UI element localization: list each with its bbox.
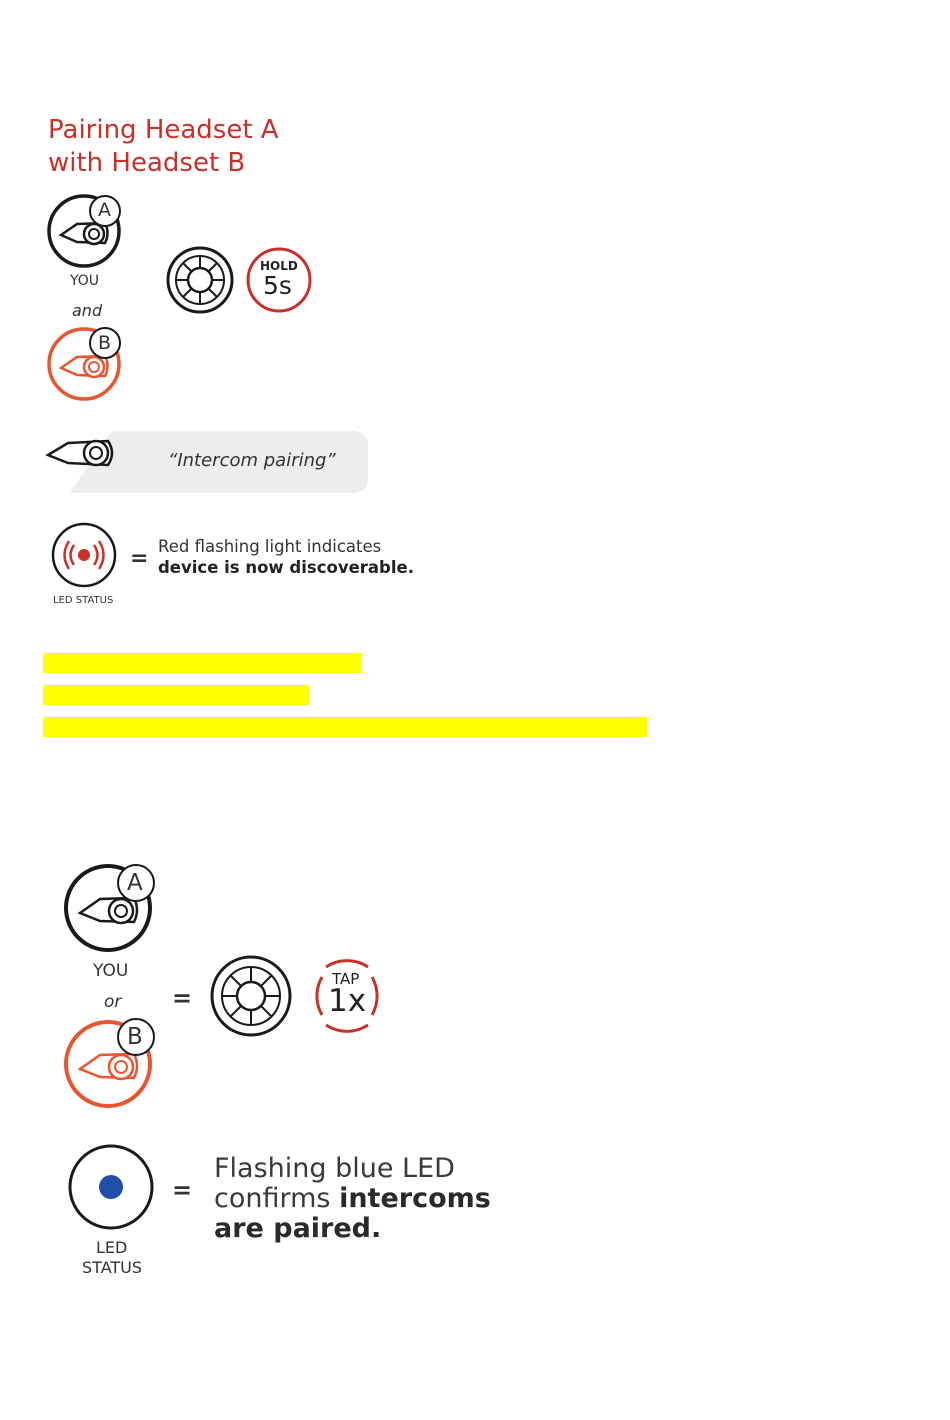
- hold-time: 5s: [263, 271, 292, 300]
- title-line-1: Pairing Headset A: [48, 115, 279, 145]
- section-title: [48, 114, 279, 180]
- led-description: [158, 536, 414, 578]
- badge-b-label: B: [127, 1024, 143, 1050]
- and-label: and: [72, 301, 103, 320]
- headset-icon: [46, 429, 118, 473]
- red-led-icon: [52, 523, 118, 589]
- badge-a-label: A: [127, 870, 143, 896]
- tap-count: 1x: [328, 983, 367, 1019]
- highlight-bar: [43, 653, 362, 673]
- title-line-2: with Headset B: [48, 148, 246, 178]
- led-status-line-2: STATUS: [82, 1258, 143, 1277]
- equals-sign: =: [130, 546, 149, 571]
- led-desc-line-1: Red flashing light indicates: [158, 537, 382, 556]
- led-status-line-1: LED: [96, 1238, 128, 1257]
- you-label: YOU: [70, 273, 100, 289]
- jog-dial-icon: [166, 246, 234, 314]
- equals-sign: =: [172, 1176, 193, 1204]
- equals-sign: =: [172, 984, 193, 1012]
- jog-dial-icon: [210, 955, 292, 1037]
- voice-prompt-text: “Intercom pairing”: [168, 450, 336, 471]
- blue-desc-line-1: Flashing blue LED: [214, 1153, 455, 1184]
- blue-led-description: [214, 1154, 491, 1244]
- blue-led-icon: [68, 1144, 156, 1232]
- led-desc-line-2: device is now discoverable.: [158, 558, 414, 577]
- blue-desc-line-2b: intercoms: [339, 1183, 491, 1214]
- highlight-bar: [43, 685, 309, 705]
- or-label: or: [104, 992, 122, 1012]
- badge-a-label: A: [98, 199, 111, 221]
- tap-label: TAP: [332, 970, 360, 988]
- blue-desc-line-2a: confirms: [214, 1183, 340, 1214]
- hold-label: HOLD: [260, 259, 298, 273]
- badge-b-label: B: [98, 332, 112, 354]
- blue-desc-line-3: are paired.: [214, 1213, 382, 1244]
- led-status-label: LED STATUS: [53, 595, 114, 606]
- highlight-bar: [43, 717, 647, 737]
- you-label: YOU: [93, 961, 129, 981]
